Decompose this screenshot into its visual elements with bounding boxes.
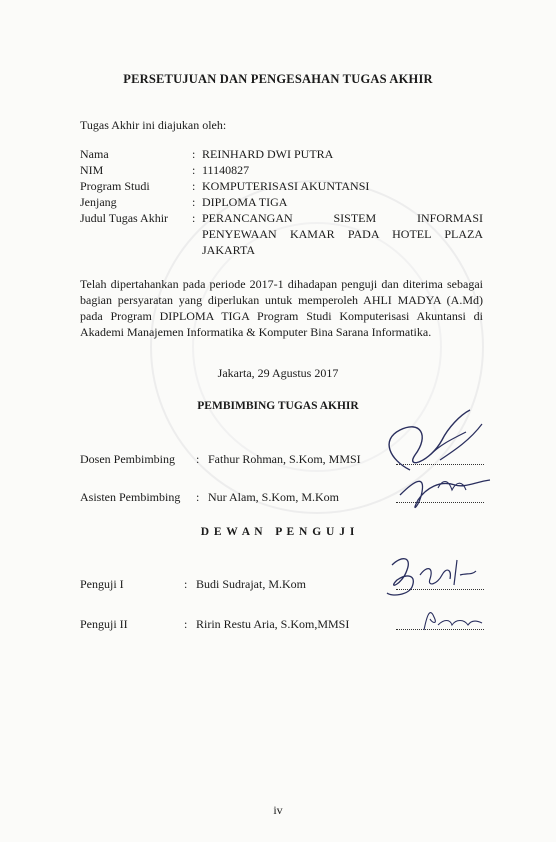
page-title: PERSETUJUAN DAN PENGESAHAN TUGAS AKHIR xyxy=(123,72,433,86)
pembimbing-heading: PEMBIMBING TUGAS AKHIR xyxy=(197,400,359,412)
penguji-2-label: Penguji II xyxy=(80,617,128,631)
page-number: iv xyxy=(273,803,283,817)
field-program-studi xyxy=(80,178,483,194)
penguji-1-label: Penguji I xyxy=(80,577,124,591)
field-separator: : xyxy=(192,195,196,209)
dosen-pembimbing-row xyxy=(80,452,361,467)
approval-paragraph: Telah dipertahankan pada periode 2017-1 dihadapan penguji dan diterima sebagai bagian persyaratan yang diperlukan untuk memperoleh AHLI MADYA (A.Md) pada Program DIPLOMA TIGA Program Studi Komputerisasi Akuntansi di Akademi Manajemen Informatika & Komputer Bina Sarana Informatika. xyxy=(80,277,483,339)
asisten-name: Nur Alam, S.Kom, M.Kom xyxy=(208,490,340,504)
field-nama xyxy=(80,146,483,162)
field-separator: : xyxy=(192,163,196,177)
penguji-1-name: Budi Sudrajat, M.Kom xyxy=(196,577,306,591)
field-value: REINHARD DWI PUTRA xyxy=(202,147,334,161)
penguji-2-row xyxy=(80,617,349,632)
asisten-pembimbing-row xyxy=(80,490,339,505)
field-nim xyxy=(80,162,483,178)
field-separator: : xyxy=(192,211,196,225)
field-value xyxy=(202,210,483,258)
approval-date: Jakarta, 29 Agustus 2017 xyxy=(217,366,339,380)
penguji-heading: D E W A N P E N G U J I xyxy=(200,526,356,538)
asisten-label: Asisten Pembimbing xyxy=(80,490,181,504)
asisten-separator: : xyxy=(196,490,200,504)
judul-line-3: JAKARTA xyxy=(202,243,255,257)
dosen-separator: : xyxy=(196,452,200,466)
intro-text: Tugas Akhir ini diajukan oleh: xyxy=(80,118,227,132)
judul-line-1: PERANCANGAN SISTEM INFORMASI xyxy=(202,211,483,225)
field-label: Judul Tugas Akhir xyxy=(80,211,169,225)
penguji-2-separator: : xyxy=(184,617,188,631)
field-label: Nama xyxy=(80,147,109,161)
field-jenjang xyxy=(80,194,483,210)
field-value: DIPLOMA TIGA xyxy=(202,195,288,209)
penguji-1-row xyxy=(80,577,306,592)
signature-penguji-icon xyxy=(372,545,487,645)
field-judul xyxy=(80,210,483,258)
field-separator: : xyxy=(192,179,196,193)
penguji-1-separator: : xyxy=(184,577,188,591)
penguji-2-name: Ririn Restu Aria, S.Kom,MMSI xyxy=(196,617,350,631)
dosen-label: Dosen Pembimbing xyxy=(80,452,175,466)
judul-line-2: PENYEWAAN KAMAR PADA HOTEL PLAZA xyxy=(202,227,483,241)
field-separator: : xyxy=(192,147,196,161)
signature-pembimbing-icon xyxy=(370,400,500,530)
field-label: Program Studi xyxy=(80,179,150,193)
field-label: NIM xyxy=(80,163,104,177)
field-label: Jenjang xyxy=(80,195,117,209)
student-info xyxy=(80,146,483,258)
field-value: KOMPUTERISASI AKUNTANSI xyxy=(202,179,370,193)
field-value: 11140827 xyxy=(202,163,250,177)
dosen-name: Fathur Rohman, S.Kom, MMSI xyxy=(208,452,361,466)
